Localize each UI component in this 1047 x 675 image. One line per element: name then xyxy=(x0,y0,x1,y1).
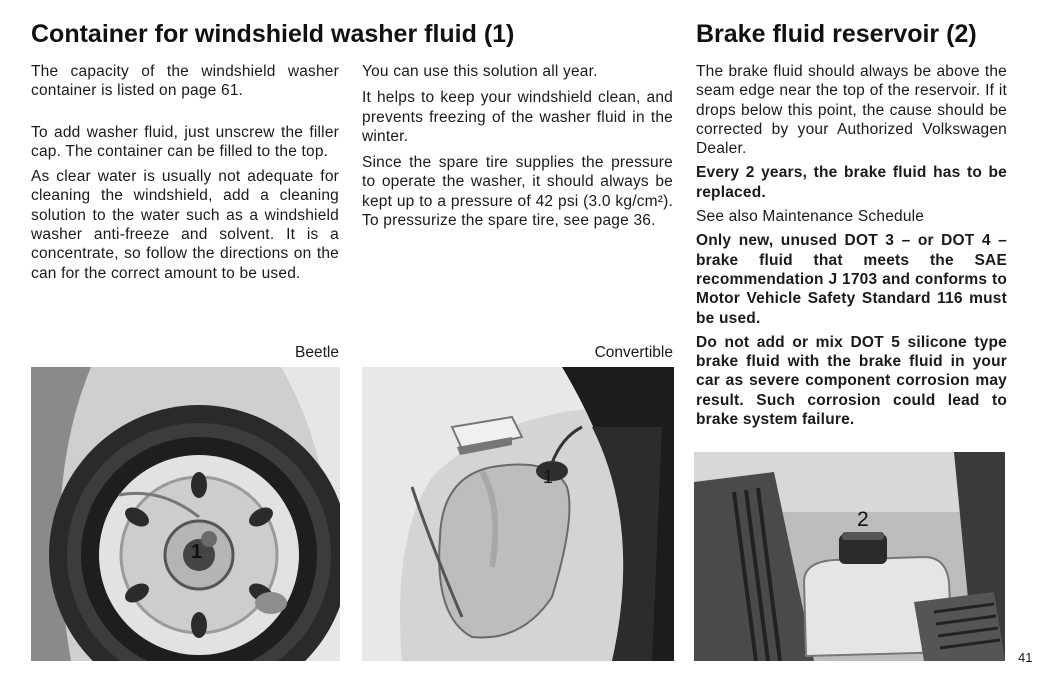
page-number: 41 xyxy=(1018,650,1033,665)
washer-year-round-paragraph: You can use this solution all year. xyxy=(362,63,598,80)
brake-level-paragraph: The brake fluid should always be above the seam edge near the top of the reservoir. If it drops below this point, the cause should be corrected by your Authorized Volkswagen Dealer. xyxy=(696,63,1007,158)
washer-pressure-paragraph: Since the spare tire supplies the pressure to operate the washer, it should always be kept up to a pressure of 42 psi (3.0 kg/cm²). To pressurize the spare tire, see page 36. xyxy=(362,154,673,230)
washer-benefits-paragraph: It helps to keep your windshield clean, and prevents freezing of the washer fluid in the winter. xyxy=(362,89,673,145)
convertible-callout-1: 1 xyxy=(543,467,554,487)
washer-column-1 xyxy=(31,62,339,283)
brake-dot-specification: Only new, unused DOT 3 – or DOT 4 – brake fluid that meets the SAE recommendation J 1703 and conforms to Motor Vehicle Safety Standard 116 must be used. xyxy=(696,232,1007,327)
brake-fluid-column xyxy=(696,62,1007,429)
brake-replace-interval: Every 2 years, the brake fluid has to be replaced. xyxy=(696,164,1007,201)
washer-add-fluid-paragraph: To add washer fluid, just unscrew the filler cap. The container can be filled to the top. xyxy=(31,123,339,160)
beetle-caption: Beetle xyxy=(295,344,339,361)
brake-callout-2: 2 xyxy=(857,508,869,531)
convertible-washer-tank-photo xyxy=(362,367,674,661)
washer-cleaning-solution-paragraph: As clear water is usually not adequate for cleaning the windshield, add a cleaning solution to the water such as a windshield washer anti-freeze and solvent. It is a concentrate, so follow the directions on the can for the correct amount to be used. xyxy=(31,168,339,282)
dot5-warning: Do not add or mix DOT 5 silicone type brake fluid with the brake fluid in your car as severe component corrosion may result. Such corrosion could lead to brake system failure. xyxy=(696,333,1007,429)
beetle-spare-tire-photo xyxy=(31,367,340,661)
beetle-callout-1: 1 xyxy=(191,541,203,563)
washer-capacity-paragraph: The capacity of the windshield washer container is listed on page 61. xyxy=(31,63,339,100)
beetle-photo-illustration xyxy=(31,367,340,661)
maintenance-schedule-reference: See also Maintenance Schedule xyxy=(696,208,925,226)
brake-photo-illustration xyxy=(694,452,1005,661)
brake-reservoir-photo xyxy=(694,452,1005,661)
brake-fluid-heading: Brake fluid reservoir (2) xyxy=(696,20,977,48)
convertible-caption: Convertible xyxy=(594,344,673,361)
washer-fluid-heading: Container for windshield washer fluid (1) xyxy=(31,20,515,48)
washer-column-2 xyxy=(362,62,673,230)
convertible-photo-illustration xyxy=(362,367,674,661)
